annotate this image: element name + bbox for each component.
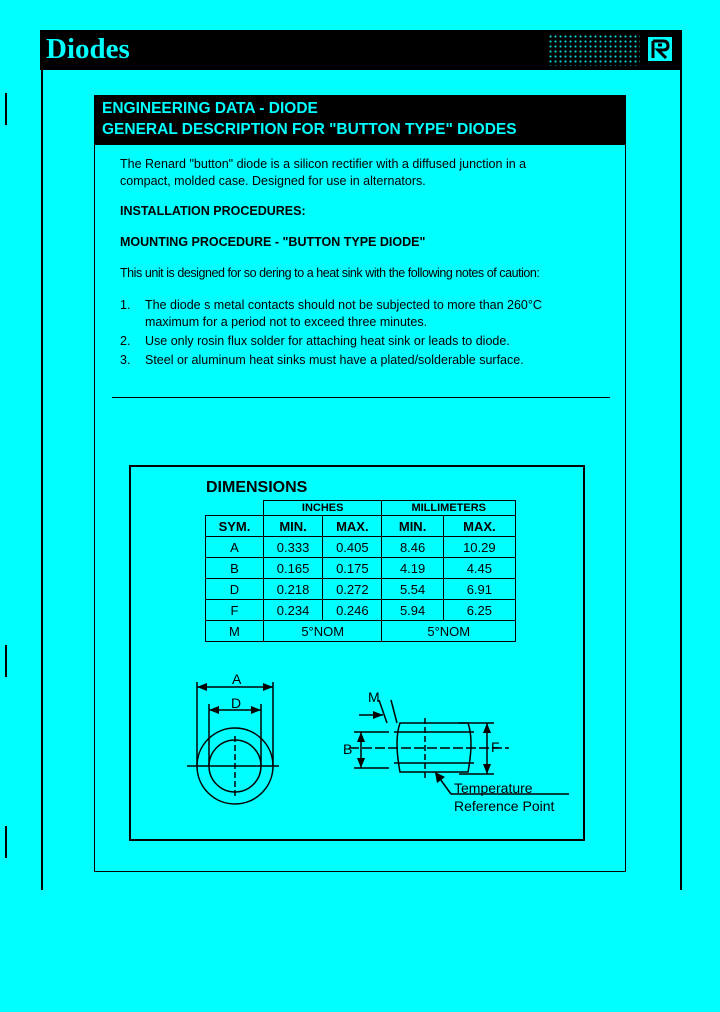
table-row: [206, 558, 516, 579]
header-in-max: MAX.: [323, 516, 382, 537]
cell-mm-nom: 5°NOM: [382, 621, 516, 642]
header-mm-min: MIN.: [382, 516, 443, 537]
cell-mm-min: 5.94: [382, 600, 443, 621]
arrow-icon: [373, 711, 383, 719]
cell-in-min: 0.218: [263, 579, 322, 600]
note-text: Use only rosin flux solder for attaching heat sink or leads to diode.: [145, 334, 510, 348]
header-in-min: MIN.: [263, 516, 322, 537]
reference-label-line-2: Reference Point: [454, 798, 555, 814]
intro-line-1: The Renard "button" diode is a silicon rectifier with a diffused junction in a: [120, 157, 527, 171]
table-row: [206, 537, 516, 558]
note-number: 1.: [120, 298, 131, 312]
cell-mm-max: 6.91: [443, 579, 515, 600]
cell-in-min: 0.234: [263, 600, 322, 621]
note-item: [120, 352, 524, 369]
mounting-heading: MOUNTING PROCEDURE - "BUTTON TYPE DIODE": [120, 235, 426, 249]
binding-mark: [5, 93, 7, 125]
note-text: Steel or aluminum heat sinks must have a plated/solderable surface.: [145, 353, 524, 367]
cell-sym: A: [206, 537, 264, 558]
table-row: [206, 600, 516, 621]
cell-in-max: 0.246: [323, 600, 382, 621]
cell-sym: M: [206, 621, 264, 642]
note-number: 3.: [120, 353, 131, 367]
table-row: [206, 579, 516, 600]
cell-in-max: 0.175: [323, 558, 382, 579]
cell-sym: D: [206, 579, 264, 600]
page-title: Diodes: [46, 33, 130, 65]
cell-mm-max: 4.45: [443, 558, 515, 579]
reference-label-line-1: Temperature: [454, 780, 533, 796]
arrow-icon: [357, 758, 365, 768]
arrow-icon: [483, 764, 491, 774]
group-inches: INCHES: [263, 501, 382, 516]
intro-line-2: compact, molded case. Designed for use in alternators.: [120, 174, 426, 188]
note-item: [120, 333, 510, 350]
cell-mm-max: 10.29: [443, 537, 515, 558]
installation-heading: INSTALLATION PROCEDURES:: [120, 204, 306, 218]
divider: [112, 397, 610, 398]
arrow-icon: [251, 706, 261, 714]
logo-pattern: [548, 34, 640, 66]
note-number: 2.: [120, 334, 131, 348]
note-text: maximum for a period not to exceed three minutes.: [145, 315, 428, 329]
arrow-icon: [197, 683, 207, 691]
note-text: The diode s metal contacts should not be subjected to more than 260°C: [145, 298, 542, 312]
label-f: F: [491, 739, 500, 755]
cell-in-min: 0.165: [263, 558, 322, 579]
table-header-row: [206, 516, 516, 537]
dimensions-table: [205, 500, 516, 642]
label-a: A: [232, 671, 242, 687]
note-item: [120, 297, 542, 331]
cell-in-max: 0.272: [323, 579, 382, 600]
header-line-1: ENGINEERING DATA - DIODE: [102, 100, 318, 117]
binding-mark: [5, 826, 7, 858]
arrow-icon: [483, 723, 491, 733]
cell-in-max: 0.405: [323, 537, 382, 558]
table-group-row: [206, 501, 516, 516]
cell-mm-min: 8.46: [382, 537, 443, 558]
m-angle-line: [379, 700, 387, 723]
left-margin-rule: [41, 70, 43, 890]
logo-glyph: [648, 37, 672, 61]
cell-mm-min: 5.54: [382, 579, 443, 600]
arrow-icon: [435, 772, 445, 783]
cell-mm-min: 4.19: [382, 558, 443, 579]
cell-sym: F: [206, 600, 264, 621]
cell-in-min: 0.333: [263, 537, 322, 558]
renard-logo-icon: [646, 35, 674, 63]
dimensions-title: DIMENSIONS: [206, 479, 308, 496]
m-angle-line: [391, 700, 397, 723]
label-d: D: [231, 695, 242, 711]
right-margin-rule: [680, 70, 682, 890]
label-b: B: [343, 741, 353, 757]
arrow-icon: [263, 683, 273, 691]
cell-mm-max: 6.25: [443, 600, 515, 621]
header-mm-max: MAX.: [443, 516, 515, 537]
binding-mark: [5, 645, 7, 677]
cell-inches-nom: 5°NOM: [263, 621, 382, 642]
intro-paragraph: [120, 156, 526, 190]
header-sym: SYM.: [206, 516, 264, 537]
arrow-icon: [357, 732, 365, 742]
label-m: M: [368, 689, 380, 705]
caution-text: This unit is designed for so dering to a heat sink with the following notes of caution:: [120, 266, 540, 280]
header-line-2: GENERAL DESCRIPTION FOR "BUTTON TYPE" DIODES: [102, 121, 517, 138]
arrow-icon: [209, 706, 219, 714]
cell-sym: B: [206, 558, 264, 579]
group-millimeters: MILLIMETERS: [382, 501, 516, 516]
table-row: [206, 621, 516, 642]
section-header: [94, 95, 626, 145]
